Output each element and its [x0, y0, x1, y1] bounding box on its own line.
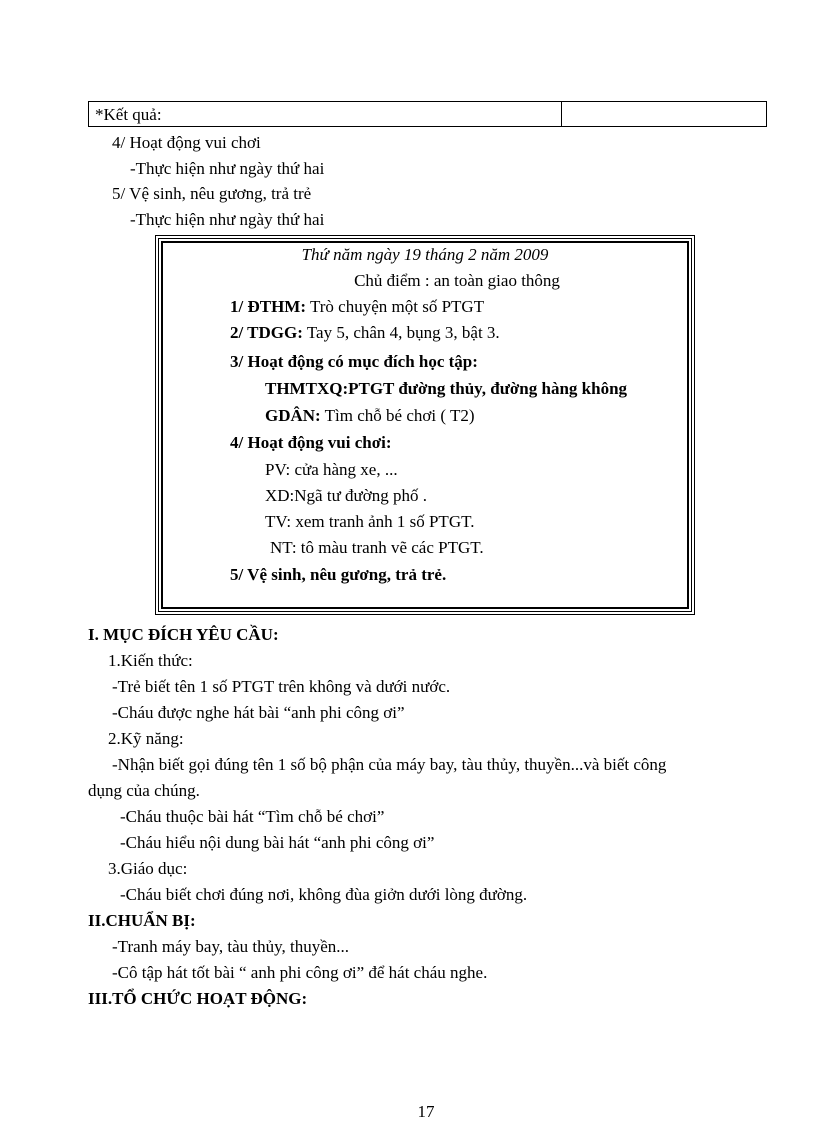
section-1-line: -Cháu được nghe hát bài “anh phi công ơi”	[112, 703, 405, 722]
item-label: 1/ ĐTHM:	[230, 297, 307, 316]
box-item-4b: XD:Ngã tư đường phố .	[265, 486, 427, 505]
section-3-heading: III.TỔ CHỨC HOẠT ĐỘNG:	[88, 989, 308, 1008]
item-text: Tìm chỗ bé chơi ( T2)	[320, 406, 475, 425]
box-item-4d: NT: tô màu tranh vẽ các PTGT.	[270, 538, 484, 557]
result-label: *Kết quả:	[95, 105, 162, 124]
section-2-line: -Tranh máy bay, tàu thủy, thuyền...	[112, 937, 350, 956]
box-item-2	[230, 322, 500, 344]
item-label: GDÂN:	[265, 406, 321, 425]
section-1-sub-3: 3.Giáo dục:	[108, 859, 188, 878]
activity-line: -Thực hiện như ngày thứ hai	[130, 210, 325, 229]
item-text: Tay 5, chân 4, bụng 3, bật 3.	[302, 323, 500, 342]
box-item-3a: THMTXQ:PTGT đường thủy, đường hàng không	[265, 379, 628, 398]
box-item-1	[230, 296, 484, 318]
box-item-3: 3/ Hoạt động có mục đích học tập:	[230, 352, 478, 371]
activity-line: -Thực hiện như ngày thứ hai	[130, 159, 325, 178]
box-theme: Chủ điểm : an toàn giao thông	[354, 271, 560, 290]
section-1-sub-2: 2.Kỹ năng:	[108, 729, 184, 748]
box-date: Thứ năm ngày 19 tháng 2 năm 2009	[301, 245, 549, 264]
section-1-line: -Cháu thuộc bài hát “Tìm chỗ bé chơi”	[120, 807, 385, 826]
section-2-heading: II.CHUẨN BỊ:	[88, 911, 196, 930]
section-1-heading: I. MỤC ĐÍCH YÊU CẦU:	[88, 625, 279, 644]
section-2-line: -Cô tập hát tốt bài “ anh phi công ơi” để hát cháu nghe.	[112, 963, 488, 982]
section-1-line: -Nhận biết gọi đúng tên 1 số bộ phận của máy bay, tàu thủy, thuyền...và biết công	[112, 755, 667, 774]
item-text: Trò chuyện một số PTGT	[306, 297, 485, 316]
box-item-4: 4/ Hoạt động vui chơi:	[230, 433, 392, 452]
section-1-line: dụng của chúng.	[88, 781, 200, 800]
box-item-4c: TV: xem tranh ảnh 1 số PTGT.	[265, 512, 475, 531]
activity-line: 4/ Hoạt động vui chơi	[112, 133, 261, 152]
section-1-line: -Cháu biết chơi đúng nơi, không đùa giởn dưới lòng đường.	[120, 885, 528, 904]
box-item-5: 5/ Vệ sinh, nêu gương, trả trẻ.	[230, 565, 447, 584]
section-1-line: -Trẻ biết tên 1 số PTGT trên không và dưới nước.	[112, 677, 451, 696]
section-1-line: -Cháu hiểu nội dung bài hát “anh phi công ơi”	[120, 833, 435, 852]
box-item-3b	[265, 405, 475, 427]
box-item-4a: PV: cửa hàng xe, ...	[265, 460, 398, 479]
activity-line: 5/ Vệ sinh, nêu gương, trả trẻ	[112, 184, 312, 203]
section-1-sub-1: 1.Kiến thức:	[108, 651, 193, 670]
result-table	[88, 101, 767, 127]
page-number: 17	[417, 1102, 435, 1121]
table-divider	[561, 102, 562, 126]
item-label: 2/ TDGG:	[230, 323, 303, 342]
